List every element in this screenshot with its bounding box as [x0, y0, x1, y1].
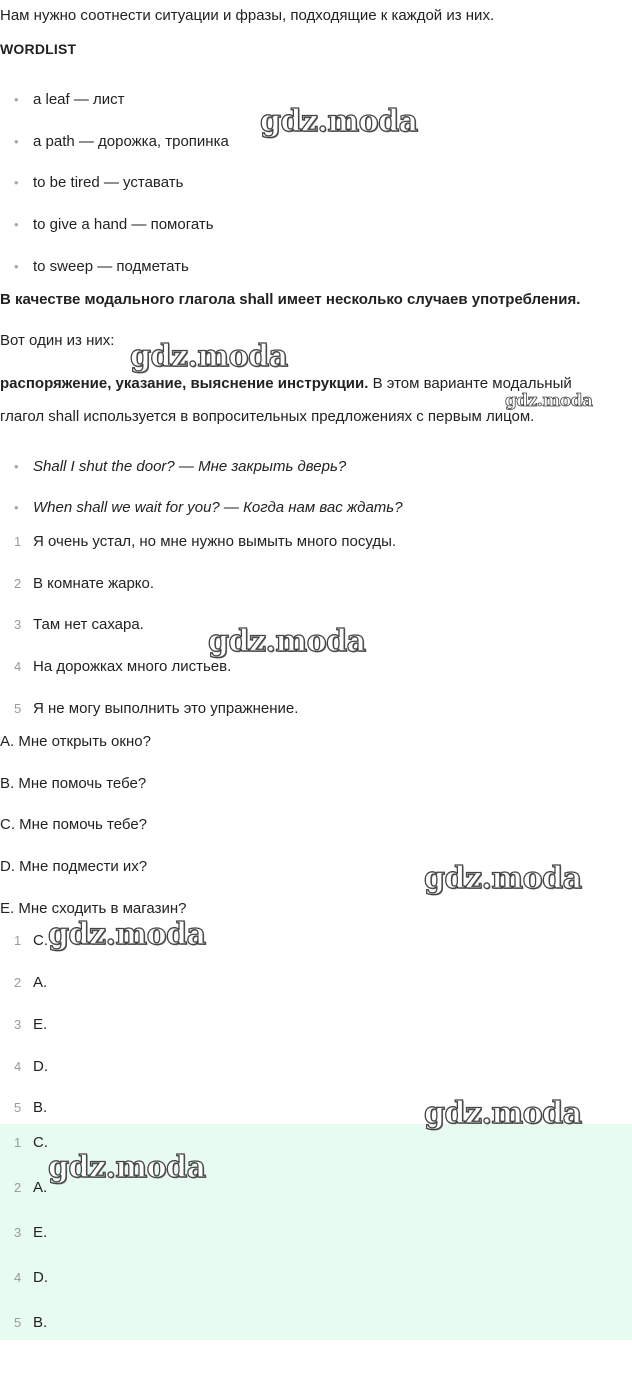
list-item: 5 B.	[14, 1314, 48, 1331]
list-item: 2 A.	[14, 1179, 48, 1196]
list-item: 3 Там нет сахара.	[14, 616, 144, 633]
phrase-a: A. Мне открыть окно?	[0, 733, 151, 750]
phrase-e: E. Мне сходить в магазин?	[0, 900, 187, 917]
bullet-icon: •	[14, 459, 19, 474]
list-item: 4 На дорожках много листьев.	[14, 658, 232, 675]
wordlist-heading: WORDLIST	[0, 41, 77, 57]
highlighted-answer-box	[0, 1124, 632, 1340]
watermark-logo: gdz.moda	[260, 104, 418, 139]
instruction-rest: В этом варианте модальный	[368, 375, 572, 392]
bullet-icon: •	[14, 175, 19, 190]
list-item: 1 Я очень устал, но мне нужно вымыть много посуды.	[14, 533, 397, 550]
list-item: 5 B.	[14, 1099, 48, 1116]
list-item: 5 Я не могу выполнить это упражнение.	[14, 700, 299, 717]
watermark-logo: gdz.moda	[424, 1096, 582, 1131]
instruction-line-2: глагол shall используется в вопросительных предложениях с первым лицом.	[0, 408, 535, 425]
list-item: • a path — дорожка, тропинка	[14, 133, 229, 150]
list-item: 1 C.	[14, 1134, 48, 1151]
list-item: 2 В комнате жарко.	[14, 575, 155, 592]
intro-text: Нам нужно соотнести ситуации и фразы, подходящие к каждой из них.	[0, 7, 495, 24]
one-of-them-text: Вот один из них:	[0, 332, 115, 349]
list-item: • Shall I shut the door? — Мне закрыть дверь?	[14, 458, 347, 475]
modal-statement: В качестве модального глагола shall имеет несколько случаев употребления.	[0, 291, 581, 308]
list-item: • a leaf — лист	[14, 91, 125, 108]
list-item: 3 E.	[14, 1224, 48, 1241]
instruction-bold: распоряжение, указание, выяснение инструкции.	[0, 375, 369, 392]
watermark-logo: gdz.moda	[130, 339, 288, 374]
list-item: 4 D.	[14, 1058, 48, 1075]
watermark-logo: gdz.moda	[48, 917, 206, 952]
watermark-logo: gdz.moda	[48, 1150, 206, 1185]
list-item: 2 A.	[14, 974, 48, 991]
watermark-logo: gdz.moda	[505, 391, 593, 411]
bullet-icon: •	[14, 259, 19, 274]
list-item: 1 C.	[14, 932, 48, 949]
instruction-line-1	[0, 374, 572, 394]
watermark-logo: gdz.moda	[208, 624, 366, 659]
watermark-logo: gdz.moda	[424, 861, 582, 896]
bullet-icon: •	[14, 500, 19, 515]
list-item: • to give a hand — помогать	[14, 216, 214, 233]
bullet-icon: •	[14, 217, 19, 232]
list-item: 3 E.	[14, 1016, 48, 1033]
phrase-b: B. Мне помочь тебе?	[0, 775, 147, 792]
list-item: • to sweep — подметать	[14, 258, 189, 275]
phrase-d: D. Мне подмести их?	[0, 858, 148, 875]
phrase-c: C. Мне помочь тебе?	[0, 816, 148, 833]
list-item: • to be tired — уставать	[14, 174, 184, 191]
bullet-icon: •	[14, 92, 19, 107]
list-item: • When shall we wait for you? — Когда нам вас ждать?	[14, 499, 403, 516]
bullet-icon: •	[14, 134, 19, 149]
list-item: 4 D.	[14, 1269, 48, 1286]
